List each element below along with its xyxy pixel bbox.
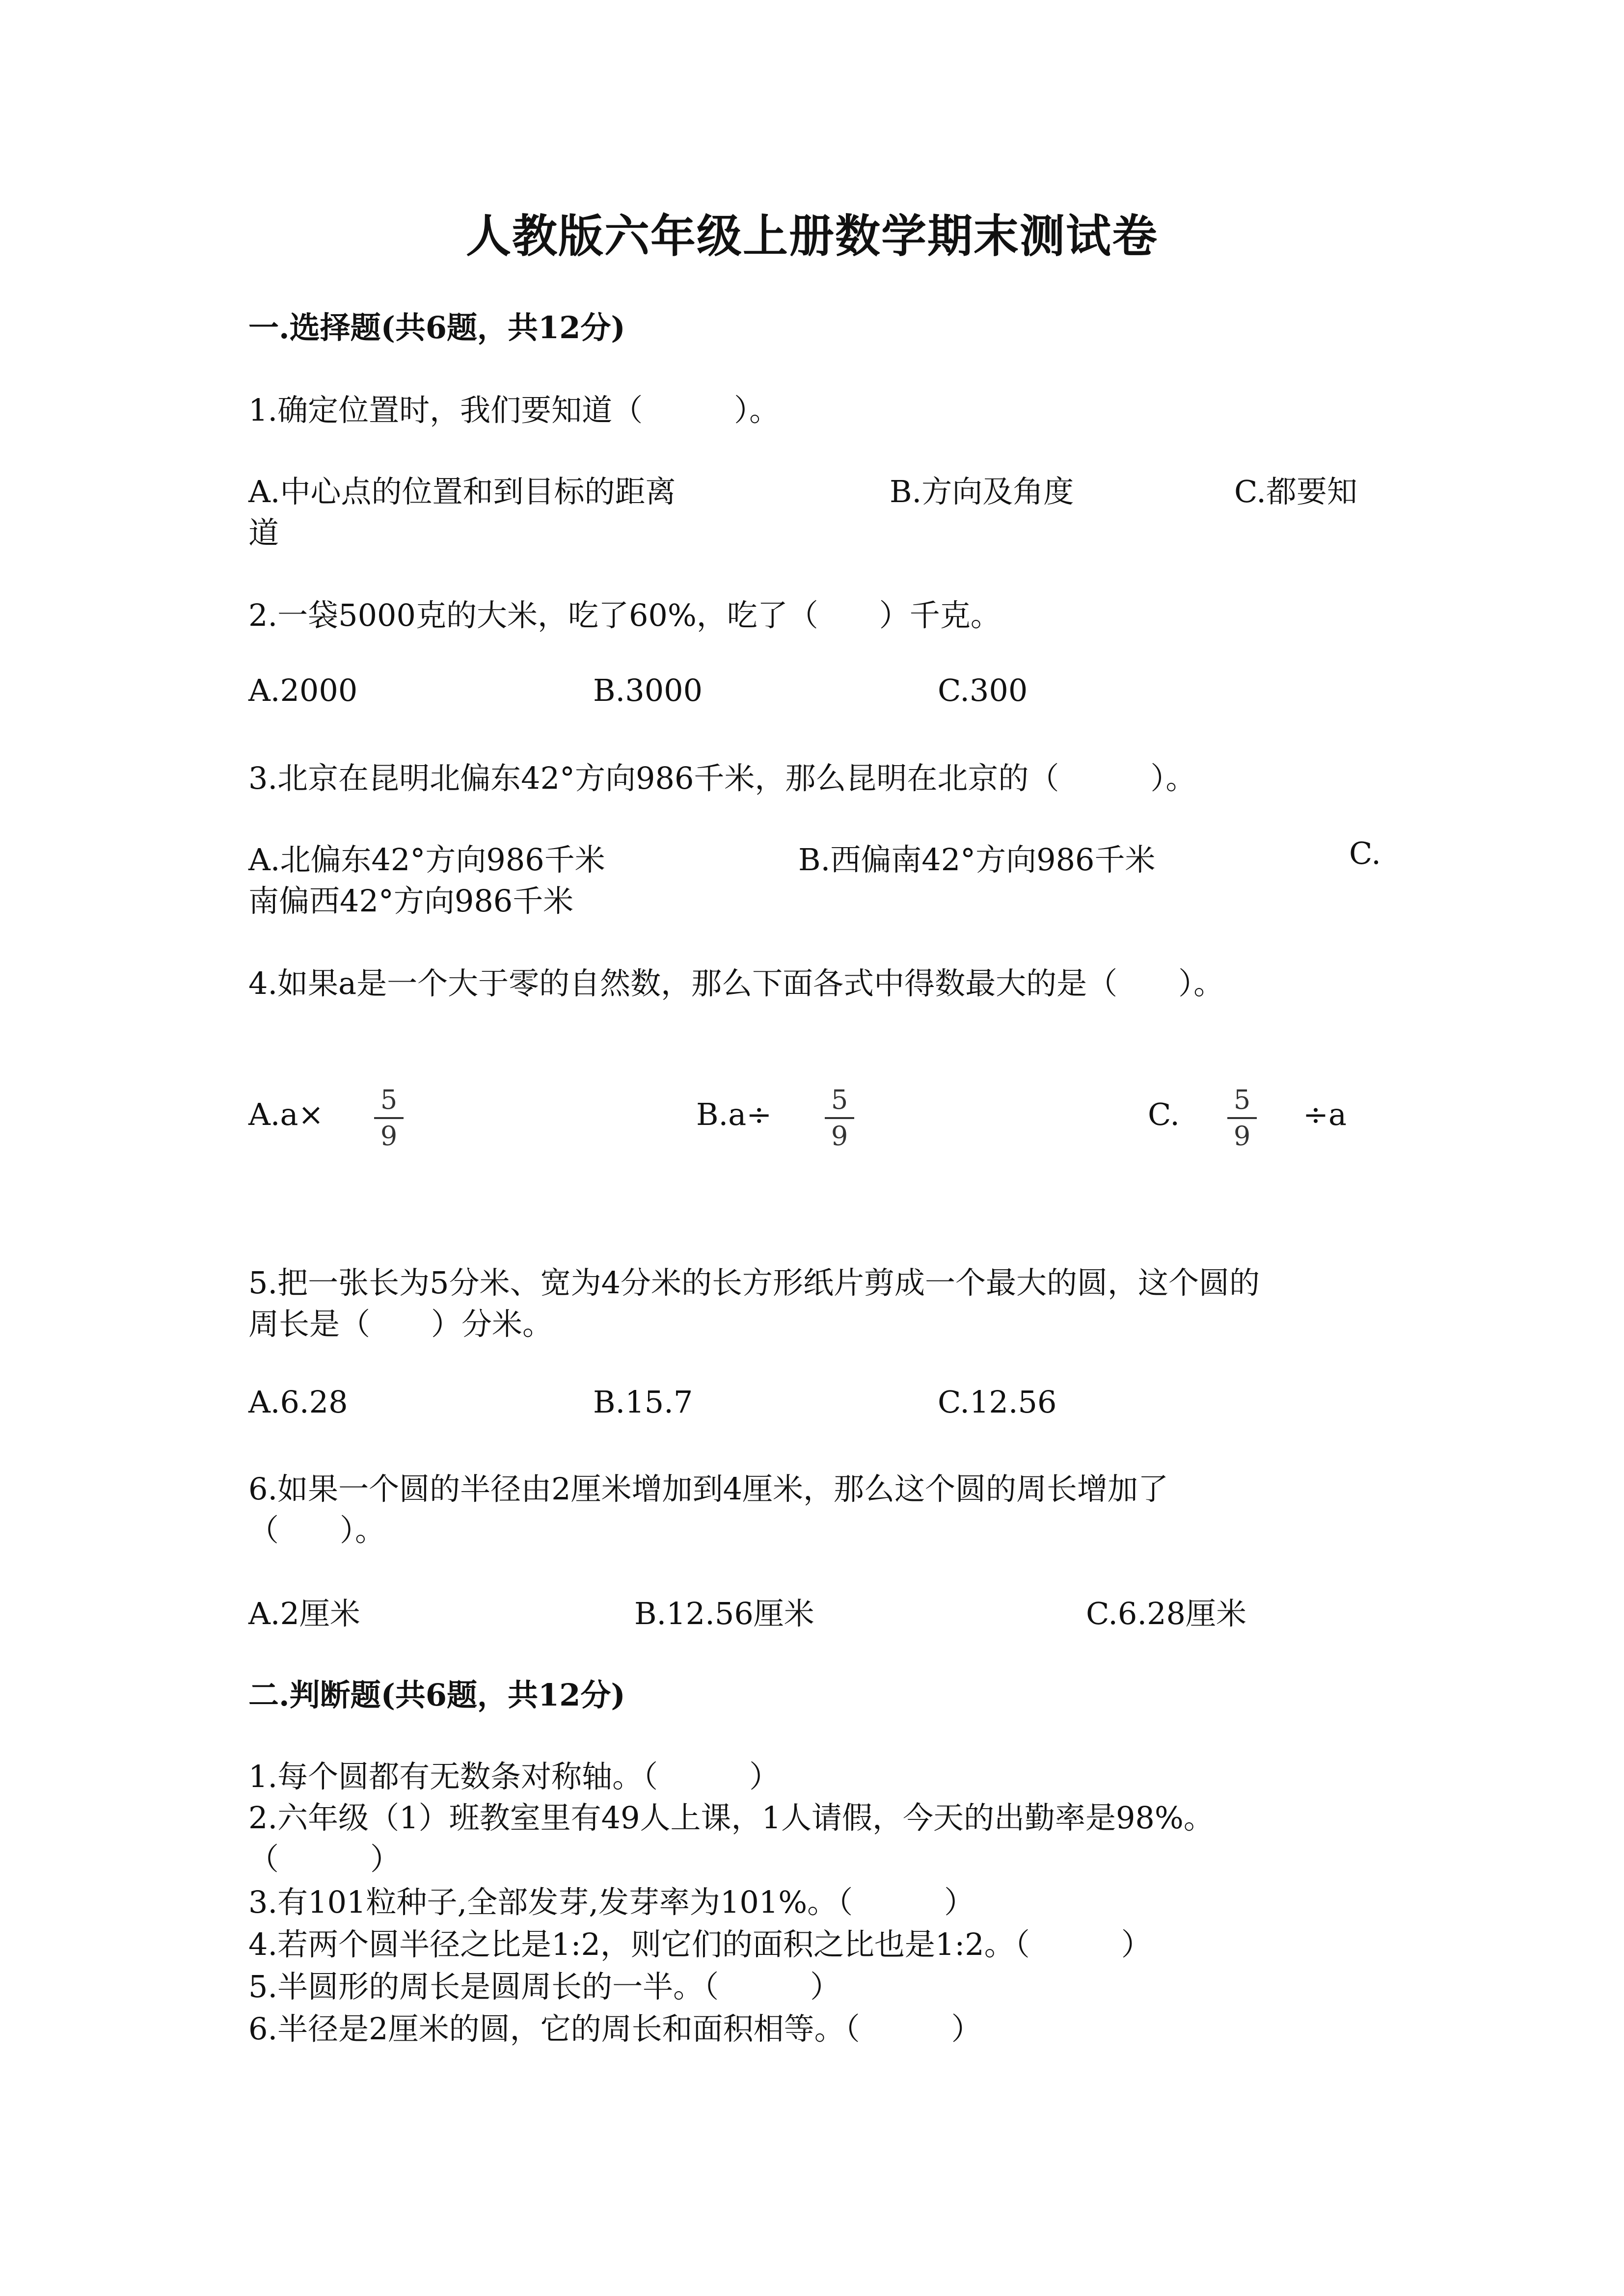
question-6-option-b: B.12.56厘米 bbox=[634, 1596, 814, 1631]
question-6-option-a: A.2厘米 bbox=[248, 1596, 360, 1631]
question-1-option-b: B.方向及角度 bbox=[890, 474, 1074, 509]
tf-item-6: 6.半径是2厘米的圆，它的周长和面积相等。（ ） bbox=[248, 2011, 982, 2047]
fraction-numerator: 5 bbox=[1233, 1084, 1251, 1115]
question-2-stem: 2.一袋5000克的大米，吃了60%，吃了（ ）千克。 bbox=[248, 597, 1001, 633]
question-1-option-c-wrap: 道 bbox=[248, 515, 279, 551]
question-3-option-c-wrap: 南偏西42°方向986千米 bbox=[248, 883, 574, 919]
tf-item-1: 1.每个圆都有无数条对称轴。（ ） bbox=[248, 1759, 780, 1794]
question-3-stem: 3.北京在昆明北偏东42°方向986千米，那么昆明在北京的（ ）。 bbox=[248, 760, 1196, 796]
question-5-option-c: C.12.56 bbox=[938, 1384, 1057, 1420]
page-title: 人教版六年级上册数学期末测试卷 bbox=[465, 210, 1158, 263]
fraction-bar bbox=[825, 1117, 854, 1119]
question-6-stem-wrap: （ ）。 bbox=[248, 1512, 386, 1548]
question-1-stem: 1.确定位置时，我们要知道（ ）。 bbox=[248, 392, 780, 428]
question-2-option-a: A.2000 bbox=[248, 672, 358, 708]
tf-item-2-wrap: （ ） bbox=[248, 1841, 401, 1877]
question-6-option-c: C.6.28厘米 bbox=[1086, 1596, 1246, 1631]
question-4-option-b-fraction bbox=[825, 1084, 854, 1152]
question-2-option-b: B.3000 bbox=[593, 672, 703, 708]
fraction-bar bbox=[1227, 1117, 1257, 1119]
tf-item-5: 5.半圆形的周长是圆周长的一半。（ ） bbox=[248, 1969, 841, 2004]
question-3-option-c: C. bbox=[1349, 835, 1381, 871]
fraction-bar bbox=[374, 1117, 404, 1119]
question-5-stem-wrap: 周长是（ ）分米。 bbox=[248, 1306, 553, 1342]
section-heading-choice: 一.选择题(共6题，共12分) bbox=[248, 310, 625, 346]
question-5-option-b: B.15.7 bbox=[593, 1384, 693, 1420]
question-4-option-a-fraction bbox=[374, 1084, 404, 1152]
question-3-option-a: A.北偏东42°方向986千米 bbox=[248, 842, 605, 878]
question-4-option-c-suffix: ÷a bbox=[1303, 1096, 1347, 1132]
question-4-option-b: B.a÷ bbox=[696, 1096, 772, 1132]
question-1-option-c: C.都要知 bbox=[1234, 474, 1357, 509]
question-4-option-a: A.a× bbox=[248, 1096, 324, 1132]
tf-item-2: 2.六年级（1）班教室里有49人上课，1人请假，今天的出勤率是98%。 bbox=[248, 1800, 1214, 1836]
fraction-denominator: 9 bbox=[831, 1121, 848, 1151]
question-2-option-c: C.300 bbox=[938, 672, 1028, 708]
tf-item-4: 4.若两个圆半径之比是1:2，则它们的面积之比也是1:2。（ ） bbox=[248, 1926, 1152, 1962]
question-3-option-b: B.西偏南42°方向986千米 bbox=[798, 842, 1156, 878]
question-4-option-c-fraction bbox=[1227, 1084, 1257, 1152]
question-5-option-a: A.6.28 bbox=[248, 1384, 348, 1420]
question-4-stem: 4.如果a是一个大于零的自然数，那么下面各式中得数最大的是（ ）。 bbox=[248, 965, 1224, 1001]
fraction-denominator: 9 bbox=[1233, 1121, 1251, 1151]
fraction-denominator: 9 bbox=[380, 1121, 398, 1151]
tf-item-3: 3.有101粒种子,全部发芽,发芽率为101%。（ ） bbox=[248, 1884, 975, 1920]
question-1-option-a: A.中心点的位置和到目标的距离 bbox=[248, 474, 676, 509]
question-6-stem: 6.如果一个圆的半径由2厘米增加到4厘米，那么这个圆的周长增加了 bbox=[248, 1471, 1169, 1507]
section-heading-true-false: 二.判断题(共6题，共12分) bbox=[248, 1677, 625, 1713]
question-4-option-c: C. bbox=[1148, 1096, 1180, 1132]
fraction-numerator: 5 bbox=[831, 1084, 848, 1115]
question-5-stem: 5.把一张长为5分米、宽为4分米的长方形纸片剪成一个最大的圆，这个圆的 bbox=[248, 1265, 1260, 1301]
fraction-numerator: 5 bbox=[380, 1084, 398, 1115]
